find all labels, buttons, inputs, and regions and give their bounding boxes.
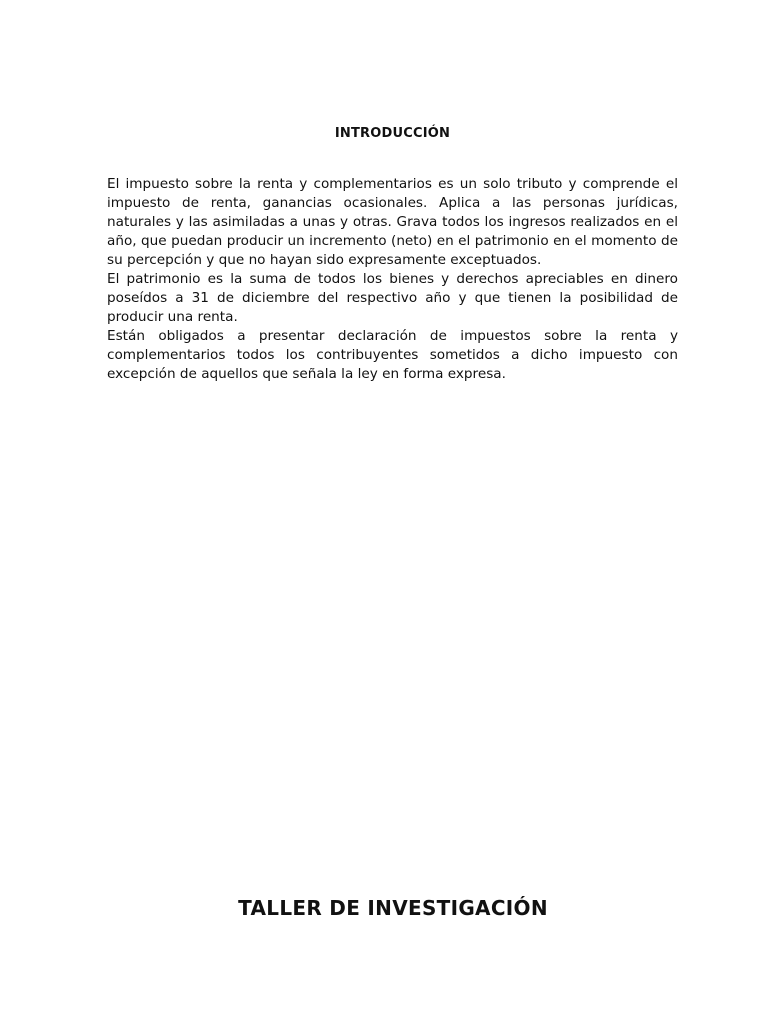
- footer-title: TALLER DE INVESTIGACIÓN: [238, 896, 548, 920]
- paragraph-patrimony: El patrimonio es la suma de todos los bienes y derechos apreciables en dinero poseídos a 31 de diciembre del respectivo año y que tienen la posibilidad de producir una renta.: [107, 271, 678, 325]
- paragraph-income-tax: El impuesto sobre la renta y complementarios es un solo tributo y comprende el impuesto de renta, ganancias ocasionales. Aplica a las personas jurídicas, naturales y las asimiladas a unas y otras. Grava todos los ingresos realizados en el año, que puedan producir un incremento (neto) en el patrimonio en el momento de su percepción y que no hayan sido expresamente exceptuados.: [107, 176, 678, 268]
- paragraph-obligation: Están obligados a presentar declaración de impuestos sobre la renta y complementarios todos los contribuyentes sometidos a dicho impuesto con excepción de aquellos que señala la ley en forma expresa.: [107, 328, 678, 382]
- body-text: [107, 175, 678, 384]
- section-heading: INTRODUCCIÓN: [334, 126, 451, 141]
